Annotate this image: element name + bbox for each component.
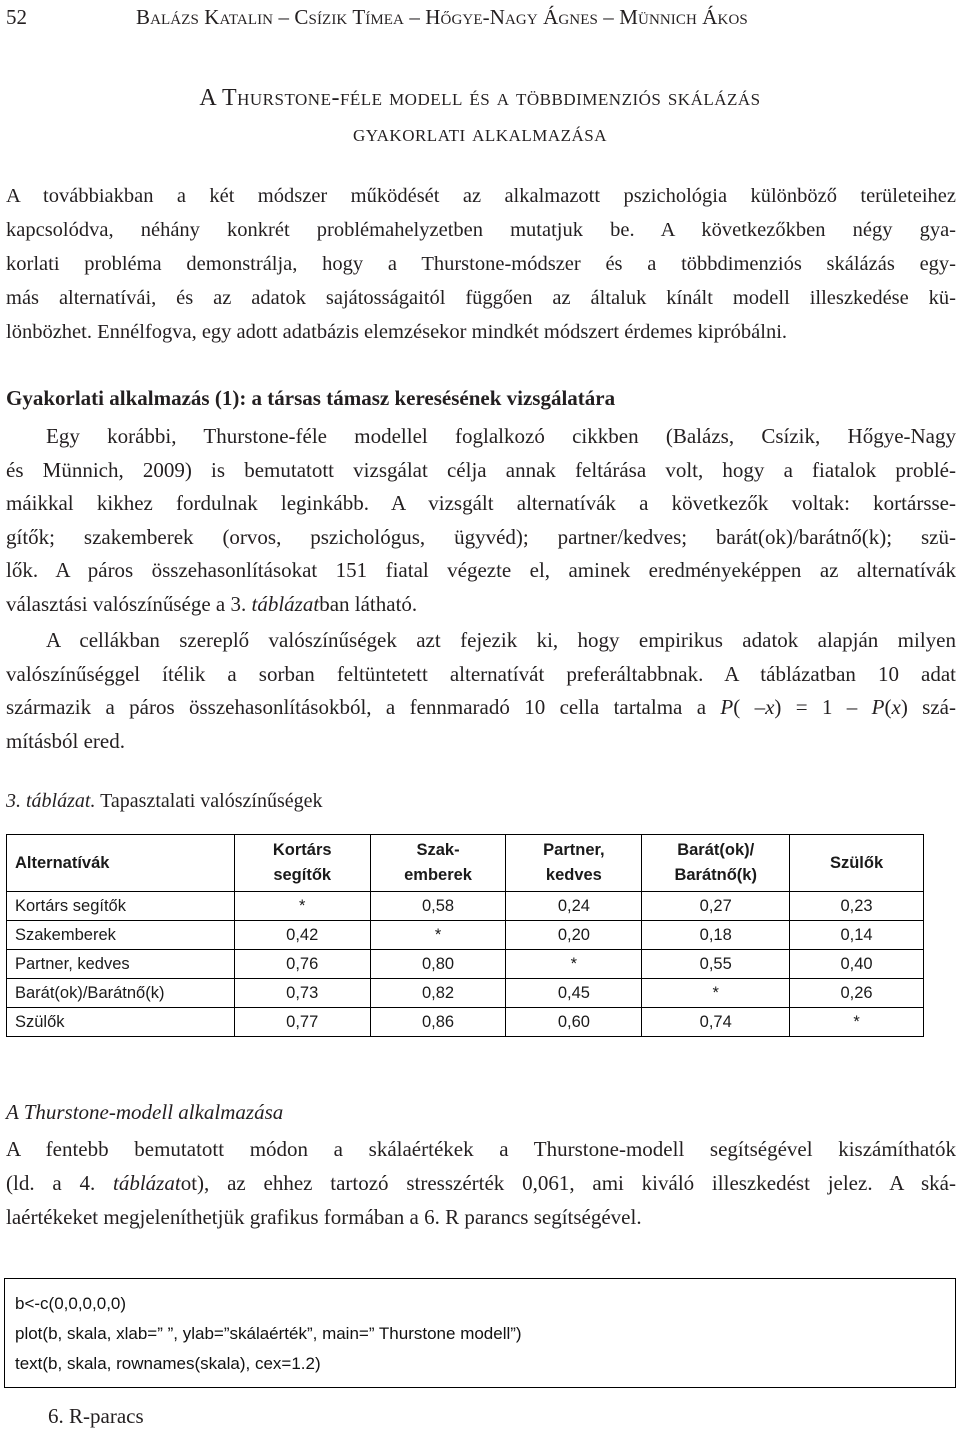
text-line: laértékeket megjeleníthetjük grafikus formában a 6. R parancs segítségével. <box>6 1205 642 1229</box>
table-cell: 0,58 <box>370 892 506 921</box>
table-row <box>7 950 924 979</box>
table-row <box>7 921 924 950</box>
table-cell: 0,77 <box>234 1008 370 1037</box>
probability-table <box>6 834 924 1037</box>
code-line: plot(b, skala, xlab=” ”, ylab=”skálaérték”, main=” Thurstone modell”) <box>15 1324 522 1343</box>
text-line: lők. A páros összehasonlításokat 151 fiatal végezte el, aminek eredményeképpen az alternatívák <box>6 558 956 583</box>
table-cell: 0,55 <box>642 950 790 979</box>
table-row <box>7 892 924 921</box>
section-title-line-2: gyakorlati alkalmazása <box>352 121 608 147</box>
table-cell: 0,18 <box>642 921 790 950</box>
table-cell: 0,20 <box>506 921 642 950</box>
body-paragraph <box>6 420 956 622</box>
formula-symbol: P <box>871 695 885 720</box>
column-header-text: Barátnő(k) <box>674 866 757 884</box>
text-line: lönbözhet. Ennélfogva, egy adott adatbázis elemzésekor mindkét módszert érdemes kipróbálni. <box>6 321 788 343</box>
table-caption-label: 3. táblázat. <box>6 790 96 812</box>
table-row <box>7 979 924 1008</box>
italic-run: táblázat <box>251 591 320 616</box>
text-run: származik a páros összehasonlításokból, a fennmaradó 10 cella tartalma a <box>6 695 721 720</box>
subsection-heading: Gyakorlati alkalmazás (1): a társas támasz keresésének vizsgálatára <box>6 386 616 410</box>
column-header <box>234 835 370 892</box>
formula-symbol: x <box>765 695 775 720</box>
running-header <box>6 2 954 32</box>
text-line: korlati probléma demonstrálja, hogy a Thurstone-módszer és a többdimenziós skálázás egy- <box>6 253 956 275</box>
text-line: Egy korábbi, Thurstone-féle modellel foglalkozó cikkben (Balázs, Csízik, Hőgye-Nagy <box>46 424 956 448</box>
table-cell: 0,86 <box>370 1008 506 1037</box>
code-line: b<-c(0,0,0,0,0) <box>15 1294 127 1313</box>
body-paragraph <box>6 624 956 758</box>
column-header-text: emberek <box>404 866 472 884</box>
formula-line <box>6 691 956 725</box>
text-line: gítők; szakemberek (orvos, pszichológus, ügyvéd); partner/kedves; barát(ok)/barátnő(k); szü- <box>6 524 956 549</box>
column-header <box>7 835 235 892</box>
code-caption: 6. R-paracs <box>48 1404 144 1428</box>
page-number: 52 <box>6 5 27 29</box>
table-header-row <box>7 835 924 892</box>
table-cell: * <box>642 979 790 1008</box>
text-line: kapcsolódva, néhány konkrét problémahelyzetben mutatjuk be. A következőkben négy gya- <box>6 219 956 241</box>
table-cell: * <box>370 921 506 950</box>
text-run: ) szá- <box>900 695 956 720</box>
table-cell: 0,27 <box>642 892 790 921</box>
table-cell: 0,60 <box>506 1008 642 1037</box>
text-line: és Münnich, 2009) is bemutatott vizsgálat célja annak feltárása volt, hogy a fiatalok problé- <box>6 457 956 482</box>
column-header-text: Barát(ok)/ <box>677 841 755 859</box>
row-label-cell: Kortárs segítők <box>7 892 235 921</box>
text-line <box>6 1166 956 1200</box>
table-cell: * <box>790 1008 924 1037</box>
text-line: mításból ered. <box>6 728 125 753</box>
table-cell: 0,74 <box>642 1008 790 1037</box>
text-line: valószínűséggel ítélik a sorban feltüntetett alternatívát preferáltabbnak. A táblázatban 10 adat <box>6 661 956 686</box>
italic-subheading: A Thurstone-modell alkalmazása <box>6 1100 284 1124</box>
formula-run: ) = 1 – <box>774 695 872 720</box>
text-line: A cellákban szereplő valószínűségek azt fejezik ki, hogy empirikus adatok alapján milyen <box>46 628 956 652</box>
row-label-cell: Szakemberek <box>7 921 235 950</box>
column-header-text: Szülők <box>829 853 884 872</box>
table-caption-text: Tapasztalati valószínűségek <box>95 790 323 812</box>
table-cell: 0,73 <box>234 979 370 1008</box>
column-header <box>790 835 924 892</box>
column-header-text: Alternatívák <box>15 853 110 872</box>
text-run: ban látható. <box>319 591 418 616</box>
author-line: Balázs Katalin – Csízik Tímea – Hőgye-Nagy Ágnes – Münnich Ákos <box>136 5 748 29</box>
text-run: ot), az ehhez tartozó stresszérték 0,061, ami kiváló illeszkedést jelez. A ská- <box>180 1171 956 1195</box>
table-cell: 0,45 <box>506 979 642 1008</box>
table-cell: 0,76 <box>234 950 370 979</box>
table-cell: 0,42 <box>234 921 370 950</box>
column-header <box>642 835 790 892</box>
text-line: A továbbiakban a két módszer működését az alkalmazott pszichológia különböző területeihez <box>6 185 956 207</box>
table-cell: 0,80 <box>370 950 506 979</box>
column-header-text: segítők <box>273 866 332 884</box>
formula-symbol: P <box>720 695 734 720</box>
text-line: más alternatívái, és az adatok sajátosságaitól függően az általuk kínált modell illeszkedése kü- <box>6 287 956 309</box>
column-header-text: Partner, <box>543 841 605 859</box>
italic-run: táblázat <box>113 1171 181 1195</box>
table-cell: 0,23 <box>790 892 924 921</box>
formula-run: ( – <box>733 695 766 720</box>
text-run: (ld. a 4. <box>6 1171 114 1195</box>
formula-symbol: x <box>891 695 901 720</box>
column-header <box>370 835 506 892</box>
section-title <box>0 80 960 152</box>
table-cell: 0,14 <box>790 921 924 950</box>
table-cell: 0,40 <box>790 950 924 979</box>
column-header <box>506 835 642 892</box>
text-line: máikkal kikhez fordulnak leginkább. A vizsgált alternatívák a következők voltak: kortársse- <box>6 491 956 516</box>
column-header-text: Szak- <box>416 841 460 859</box>
table-cell: 0,24 <box>506 892 642 921</box>
table-cell: * <box>506 950 642 979</box>
table-row <box>7 1008 924 1037</box>
column-header-text: Kortárs <box>272 841 332 859</box>
row-label-cell: Barát(ok)/Barátnő(k) <box>7 979 235 1008</box>
section-title-line-1: A Thurstone-féle modell és a többdimenziós skálázás <box>199 85 761 111</box>
table-cell: 0,26 <box>790 979 924 1008</box>
row-label-cell: Partner, kedves <box>7 950 235 979</box>
intro-paragraph <box>6 180 956 350</box>
column-header-text: kedves <box>545 866 602 884</box>
r-code-box <box>4 1278 956 1388</box>
table-cell: 0,82 <box>370 979 506 1008</box>
table-cell: * <box>234 892 370 921</box>
body-paragraph <box>6 1132 956 1234</box>
text-line: A fentebb bemutatott módon a skálaértékek a Thurstone-modell segítségével kiszámíthatók <box>6 1137 956 1161</box>
row-label-cell: Szülők <box>7 1008 235 1037</box>
text-line <box>6 588 956 622</box>
formula-run: ( <box>884 695 892 720</box>
table-caption <box>6 790 323 813</box>
text-run: választási valószínűsége a 3. <box>6 591 252 616</box>
code-line: text(b, skala, rownames(skala), cex=1.2) <box>15 1354 321 1373</box>
